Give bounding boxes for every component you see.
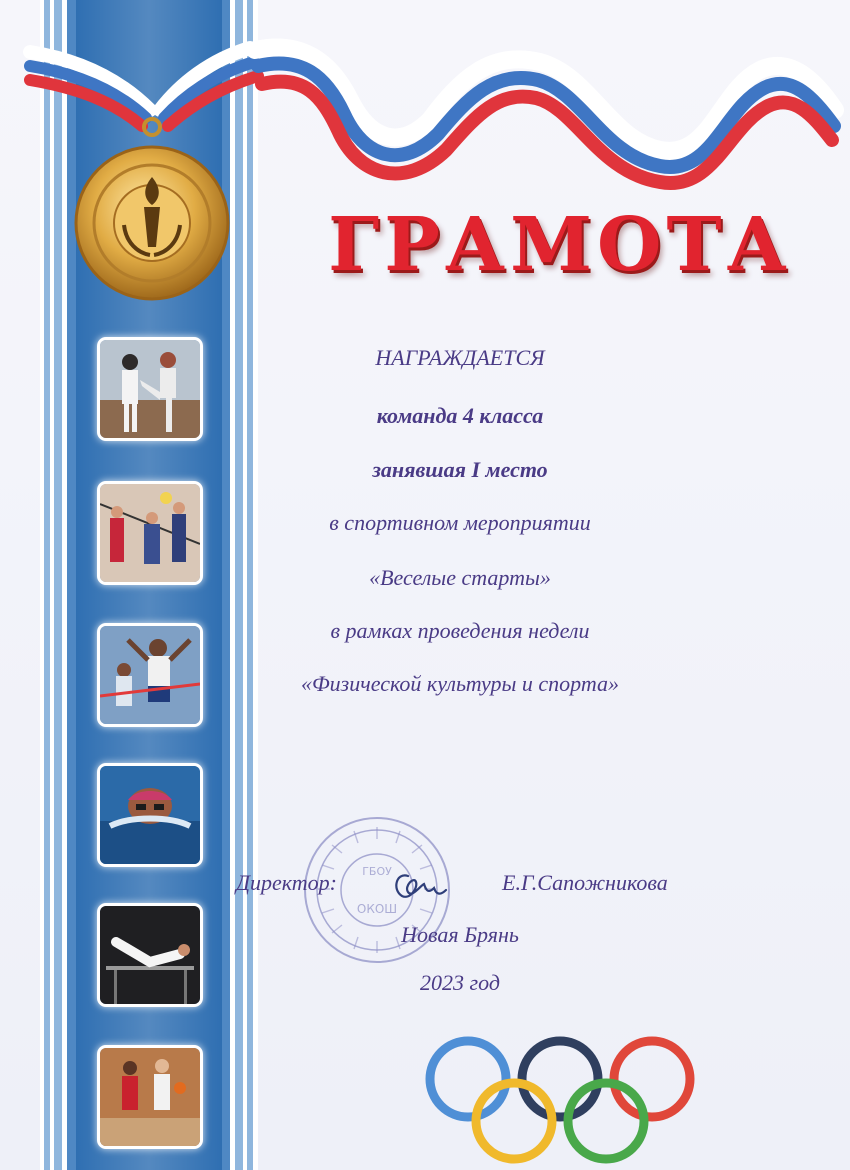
olympic-rings-icon [420, 1035, 700, 1165]
photo-swimming [100, 766, 200, 864]
team-line: команда 4 класса [376, 403, 544, 428]
week-name-line: «Физической культуры и спорта» [300, 671, 620, 696]
svg-text:ОКОШ: ОКОШ [356, 902, 398, 916]
event-name-line: «Веселые старты» [369, 565, 551, 590]
svg-text:ГБОУ: ГБОУ [362, 865, 392, 878]
place-line: занявшая I место [372, 457, 548, 482]
location-line: Новая Брянь [401, 922, 519, 947]
photo-martial-arts [100, 340, 200, 438]
director-label: Директор: [236, 870, 337, 895]
photo-volleyball [100, 484, 200, 582]
certificate-title: ГРАМОТА [328, 202, 792, 288]
event-context-line: в спортивном мероприятии [329, 510, 591, 535]
photo-gymnastics [100, 906, 200, 1004]
signature-row [236, 868, 706, 900]
gold-medal-icon [72, 115, 232, 305]
week-context-line: в рамках проведения недели [330, 618, 590, 643]
year-line: 2023 год [420, 970, 500, 995]
awarded-heading: НАГРАЖДАЕТСЯ [375, 345, 545, 370]
director-name: Е.Г.Сапожникова [502, 870, 668, 895]
photo-running-finish [100, 626, 200, 724]
photo-basketball [100, 1048, 200, 1146]
